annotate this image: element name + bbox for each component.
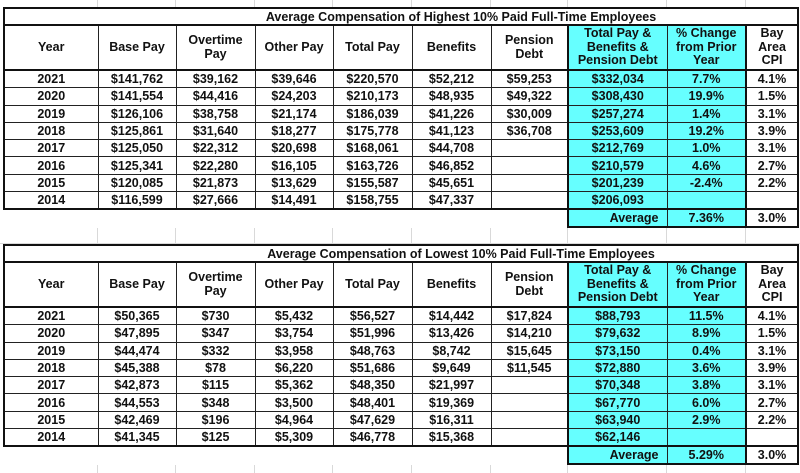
cell-pension-debt: $49,322	[491, 88, 568, 105]
cell-total-comp: $210,579	[568, 157, 667, 174]
cell-total-pay: $158,755	[333, 192, 412, 210]
cell-year: 2019	[4, 342, 98, 359]
cell-overtime-pay: $44,416	[176, 88, 255, 105]
cell-pct-change	[667, 429, 746, 447]
cell-year: 2018	[4, 122, 98, 139]
cell-total-comp: $70,348	[568, 377, 667, 394]
cell-pension-debt: $15,645	[491, 342, 568, 359]
cell-total-comp: $257,274	[568, 105, 667, 122]
table-row	[4, 174, 798, 191]
cell-pct-change: 8.9%	[667, 325, 746, 342]
cell-total-comp: $212,769	[568, 140, 667, 157]
cell-cpi: 4.1%	[746, 70, 798, 88]
cell-pct-change	[667, 192, 746, 210]
cell-total-pay: $48,350	[333, 377, 412, 394]
cell-pct-change: 4.6%	[667, 157, 746, 174]
cell-total-comp: $332,034	[568, 70, 667, 88]
table-row	[4, 88, 798, 105]
cell-overtime-pay: $78	[176, 359, 255, 376]
cell-pension-debt: $36,708	[491, 122, 568, 139]
cell-benefits: $47,337	[412, 192, 491, 210]
cell-year: 2016	[4, 394, 98, 411]
table-row	[4, 325, 798, 342]
cell-pension-debt	[491, 377, 568, 394]
cell-pension-debt: $59,253	[491, 70, 568, 88]
col-header-pension-debt: Pension Debt	[491, 262, 568, 307]
cell-pct-change: 19.9%	[667, 88, 746, 105]
cell-base-pay: $45,388	[98, 359, 176, 376]
cell-other-pay: $5,432	[255, 307, 333, 325]
average-pct-change: 7.36%	[667, 209, 746, 227]
cell-total-comp: $63,940	[568, 411, 667, 428]
cell-base-pay: $125,341	[98, 157, 176, 174]
average-label: Average	[568, 446, 667, 464]
table-row	[4, 157, 798, 174]
cell-year: 2018	[4, 359, 98, 376]
table-body	[4, 307, 798, 446]
col-header-pension-debt: Pension Debt	[491, 25, 568, 70]
table-row	[4, 342, 798, 359]
cell-total-comp: $308,430	[568, 88, 667, 105]
cell-base-pay: $125,050	[98, 140, 176, 157]
lowest-10pct-table	[3, 244, 799, 465]
cell-other-pay: $13,629	[255, 174, 333, 191]
cell-benefits: $14,442	[412, 307, 491, 325]
cell-other-pay: $21,174	[255, 105, 333, 122]
cell-benefits: $19,369	[412, 394, 491, 411]
cell-year: 2016	[4, 157, 98, 174]
cell-base-pay: $141,554	[98, 88, 176, 105]
cell-other-pay: $3,754	[255, 325, 333, 342]
cell-cpi: 3.1%	[746, 140, 798, 157]
cell-cpi: 3.9%	[746, 122, 798, 139]
average-row	[4, 209, 798, 227]
cell-overtime-pay: $27,666	[176, 192, 255, 210]
cell-overtime-pay: $21,873	[176, 174, 255, 191]
average-cpi: 3.0%	[746, 209, 798, 227]
cell-pct-change: 19.2%	[667, 122, 746, 139]
cell-cpi: 2.7%	[746, 157, 798, 174]
cell-cpi	[746, 192, 798, 210]
cell-total-pay: $47,629	[333, 411, 412, 428]
table-row	[4, 192, 798, 210]
cell-benefits: $9,649	[412, 359, 491, 376]
table-row	[4, 122, 798, 139]
cell-benefits: $44,708	[412, 140, 491, 157]
cell-pct-change: -2.4%	[667, 174, 746, 191]
cell-pension-debt	[491, 157, 568, 174]
cell-other-pay: $39,646	[255, 70, 333, 88]
cell-total-comp: $67,770	[568, 394, 667, 411]
table-row	[4, 70, 798, 88]
cell-overtime-pay: $22,280	[176, 157, 255, 174]
average-pct-change: 5.29%	[667, 446, 746, 464]
cell-other-pay: $16,105	[255, 157, 333, 174]
cell-total-pay: $163,726	[333, 157, 412, 174]
cell-overtime-pay: $38,758	[176, 105, 255, 122]
cell-benefits: $16,311	[412, 411, 491, 428]
col-header-cpi: Bay Area CPI	[746, 25, 798, 70]
col-header-benefits: Benefits	[412, 262, 491, 307]
col-header-total-pay: Total Pay	[333, 262, 412, 307]
cell-cpi: 2.2%	[746, 174, 798, 191]
cell-total-pay: $48,401	[333, 394, 412, 411]
cell-base-pay: $50,365	[98, 307, 176, 325]
cell-cpi	[746, 429, 798, 447]
cell-pension-debt: $14,210	[491, 325, 568, 342]
cell-base-pay: $126,106	[98, 105, 176, 122]
cell-total-comp: $206,093	[568, 192, 667, 210]
cell-benefits: $41,123	[412, 122, 491, 139]
cell-year: 2019	[4, 105, 98, 122]
cell-total-pay: $168,061	[333, 140, 412, 157]
cell-cpi: 4.1%	[746, 307, 798, 325]
cell-year: 2017	[4, 140, 98, 157]
cell-year: 2021	[4, 70, 98, 88]
cell-overtime-pay: $39,162	[176, 70, 255, 88]
cell-other-pay: $14,491	[255, 192, 333, 210]
cell-overtime-pay: $31,640	[176, 122, 255, 139]
cell-overtime-pay: $730	[176, 307, 255, 325]
cell-base-pay: $120,085	[98, 174, 176, 191]
cell-other-pay: $3,500	[255, 394, 333, 411]
cell-other-pay: $5,362	[255, 377, 333, 394]
cell-other-pay: $18,277	[255, 122, 333, 139]
cell-base-pay: $116,599	[98, 192, 176, 210]
cell-cpi: 3.1%	[746, 105, 798, 122]
cell-year: 2015	[4, 411, 98, 428]
cell-benefits: $45,651	[412, 174, 491, 191]
col-header-overtime-pay: Overtime Pay	[176, 25, 255, 70]
cell-year: 2021	[4, 307, 98, 325]
cell-cpi: 3.1%	[746, 342, 798, 359]
col-header-base-pay: Base Pay	[98, 25, 176, 70]
cell-other-pay: $6,220	[255, 359, 333, 376]
table-row	[4, 411, 798, 428]
table-title: Average Compensation of Highest 10% Paid Full-Time Employees	[4, 8, 798, 25]
cell-total-pay: $56,527	[333, 307, 412, 325]
cell-pension-debt	[491, 394, 568, 411]
cell-base-pay: $41,345	[98, 429, 176, 447]
average-row	[4, 446, 798, 464]
col-header-benefits: Benefits	[412, 25, 491, 70]
cell-total-comp: $79,632	[568, 325, 667, 342]
cell-pension-debt	[491, 429, 568, 447]
cell-benefits: $52,212	[412, 70, 491, 88]
cell-base-pay: $42,873	[98, 377, 176, 394]
cell-base-pay: $47,895	[98, 325, 176, 342]
cell-pension-debt	[491, 174, 568, 191]
cell-year: 2017	[4, 377, 98, 394]
cell-other-pay: $5,309	[255, 429, 333, 447]
cell-base-pay: $44,474	[98, 342, 176, 359]
cell-year: 2020	[4, 325, 98, 342]
cell-cpi: 3.1%	[746, 377, 798, 394]
table-title: Average Compensation of Lowest 10% Paid Full-Time Employees	[4, 245, 798, 262]
cell-pct-change: 7.7%	[667, 70, 746, 88]
cell-pension-debt: $17,824	[491, 307, 568, 325]
cell-total-pay: $155,587	[333, 174, 412, 191]
cell-pct-change: 3.6%	[667, 359, 746, 376]
cell-pct-change: 3.8%	[667, 377, 746, 394]
cell-pct-change: 1.0%	[667, 140, 746, 157]
cell-pct-change: 2.9%	[667, 411, 746, 428]
cell-overtime-pay: $348	[176, 394, 255, 411]
cell-total-pay: $51,996	[333, 325, 412, 342]
cell-total-pay: $175,778	[333, 122, 412, 139]
cell-base-pay: $125,861	[98, 122, 176, 139]
cell-benefits: $21,997	[412, 377, 491, 394]
cell-benefits: $15,368	[412, 429, 491, 447]
table-row	[4, 140, 798, 157]
cell-year: 2015	[4, 174, 98, 191]
col-header-overtime-pay: Overtime Pay	[176, 262, 255, 307]
col-header-base-pay: Base Pay	[98, 262, 176, 307]
col-header-total-comp: Total Pay & Benefits & Pension Debt	[568, 262, 667, 307]
table-row	[4, 394, 798, 411]
average-cpi: 3.0%	[746, 446, 798, 464]
cell-total-comp: $72,880	[568, 359, 667, 376]
table-row	[4, 377, 798, 394]
cell-benefits: $13,426	[412, 325, 491, 342]
cell-other-pay: $24,203	[255, 88, 333, 105]
cell-total-pay: $46,778	[333, 429, 412, 447]
table-body	[4, 70, 798, 209]
cell-benefits: $48,935	[412, 88, 491, 105]
cell-cpi: 3.9%	[746, 359, 798, 376]
cell-year: 2020	[4, 88, 98, 105]
col-header-cpi: Bay Area CPI	[746, 262, 798, 307]
col-header-other-pay: Other Pay	[255, 25, 333, 70]
cell-pension-debt: $30,009	[491, 105, 568, 122]
cell-pct-change: 6.0%	[667, 394, 746, 411]
cell-year: 2014	[4, 429, 98, 447]
cell-total-comp: $88,793	[568, 307, 667, 325]
cell-overtime-pay: $196	[176, 411, 255, 428]
cell-total-pay: $186,039	[333, 105, 412, 122]
cell-total-pay: $51,686	[333, 359, 412, 376]
table-row	[4, 429, 798, 447]
cell-cpi: 2.2%	[746, 411, 798, 428]
col-header-pct-change: % Change from Prior Year	[667, 262, 746, 307]
cell-overtime-pay: $347	[176, 325, 255, 342]
cell-benefits: $8,742	[412, 342, 491, 359]
col-header-pct-change: % Change from Prior Year	[667, 25, 746, 70]
cell-other-pay: $20,698	[255, 140, 333, 157]
cell-pension-debt	[491, 140, 568, 157]
col-header-total-pay: Total Pay	[333, 25, 412, 70]
cell-other-pay: $4,964	[255, 411, 333, 428]
cell-year: 2014	[4, 192, 98, 210]
table-row	[4, 359, 798, 376]
col-header-total-comp: Total Pay & Benefits & Pension Debt	[568, 25, 667, 70]
cell-overtime-pay: $125	[176, 429, 255, 447]
cell-total-comp: $201,239	[568, 174, 667, 191]
cell-cpi: 1.5%	[746, 88, 798, 105]
cell-overtime-pay: $22,312	[176, 140, 255, 157]
col-header-year: Year	[4, 262, 98, 307]
cell-total-comp: $62,146	[568, 429, 667, 447]
cell-cpi: 1.5%	[746, 325, 798, 342]
cell-base-pay: $141,762	[98, 70, 176, 88]
highest-10pct-table	[3, 7, 799, 228]
cell-total-pay: $48,763	[333, 342, 412, 359]
cell-overtime-pay: $115	[176, 377, 255, 394]
cell-total-pay: $220,570	[333, 70, 412, 88]
col-header-other-pay: Other Pay	[255, 262, 333, 307]
cell-overtime-pay: $332	[176, 342, 255, 359]
cell-base-pay: $44,553	[98, 394, 176, 411]
cell-total-comp: $73,150	[568, 342, 667, 359]
table-row	[4, 105, 798, 122]
cell-base-pay: $42,469	[98, 411, 176, 428]
cell-other-pay: $3,958	[255, 342, 333, 359]
col-header-year: Year	[4, 25, 98, 70]
average-label: Average	[568, 209, 667, 227]
cell-total-pay: $210,173	[333, 88, 412, 105]
cell-cpi: 2.7%	[746, 394, 798, 411]
cell-pct-change: 0.4%	[667, 342, 746, 359]
cell-pension-debt: $11,545	[491, 359, 568, 376]
cell-benefits: $41,226	[412, 105, 491, 122]
cell-pension-debt	[491, 411, 568, 428]
table-row	[4, 307, 798, 325]
cell-pct-change: 11.5%	[667, 307, 746, 325]
cell-pct-change: 1.4%	[667, 105, 746, 122]
cell-benefits: $46,852	[412, 157, 491, 174]
cell-pension-debt	[491, 192, 568, 210]
cell-total-comp: $253,609	[568, 122, 667, 139]
